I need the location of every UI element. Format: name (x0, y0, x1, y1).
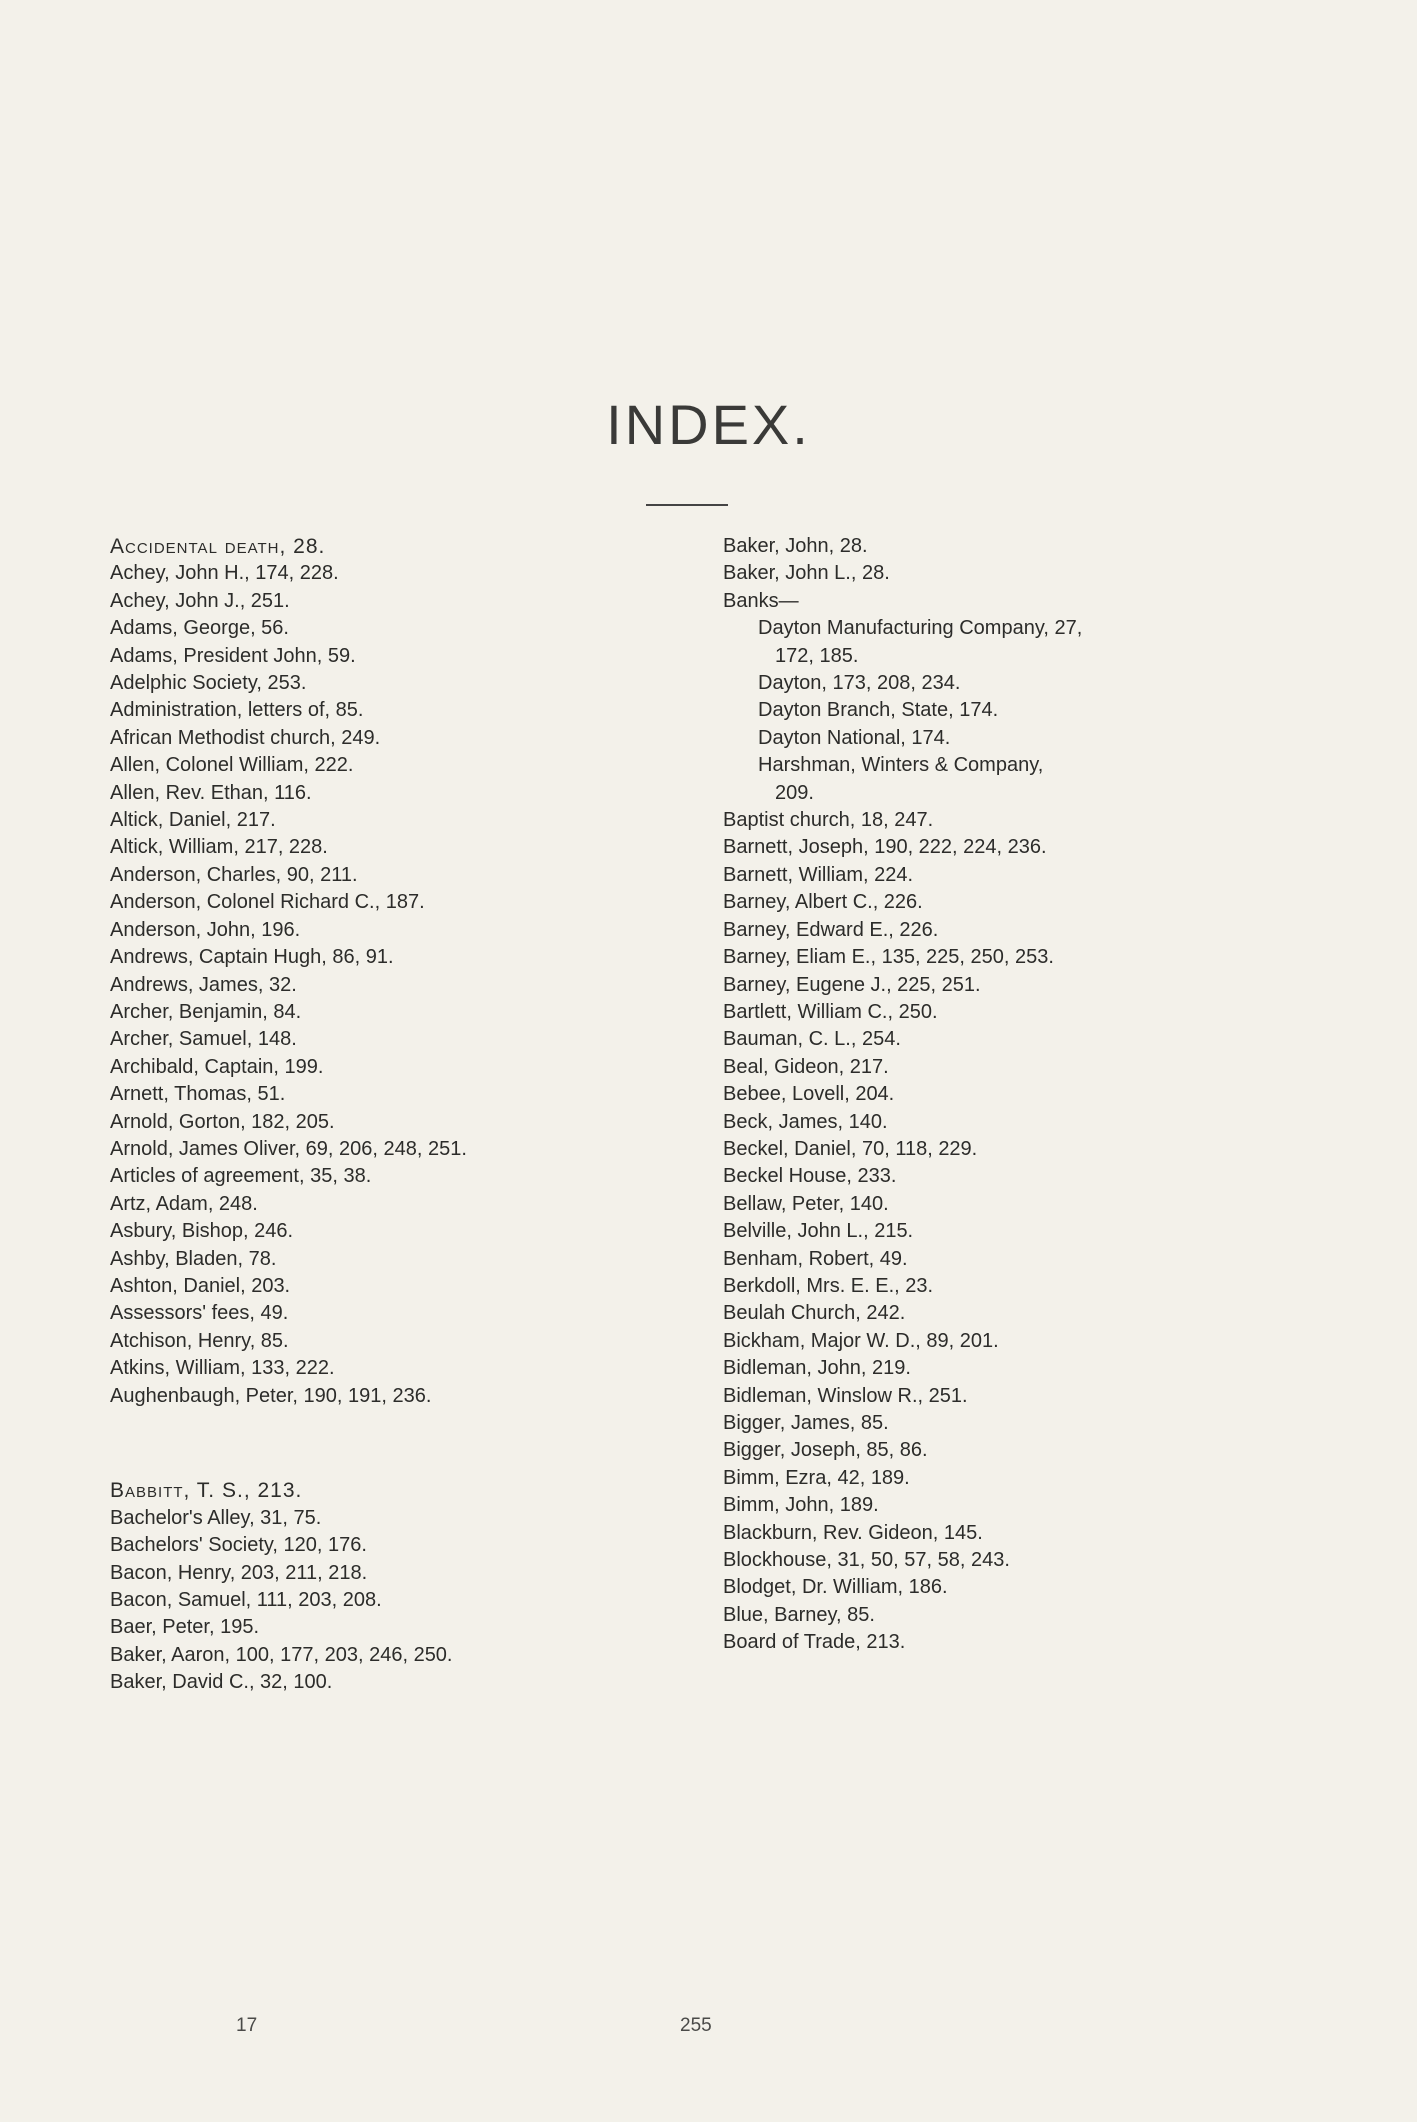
index-entry: Baker, Aaron, 100, 177, 203, 246, 250. (110, 1643, 453, 1666)
index-entry: Bimm, Ezra, 42, 189. (723, 1466, 910, 1489)
index-entry: Adams, President John, 59. (110, 644, 356, 667)
index-entry: Baptist church, 18, 247. (723, 809, 934, 832)
index-entry: Bigger, James, 85. (723, 1412, 889, 1434)
index-entry: Allen, Colonel William, 222. (110, 754, 354, 777)
index-entry: Barney, Eugene J., 225, 251. (723, 973, 981, 996)
index-entry: Baker, John L., 28. (723, 562, 890, 585)
page-title: INDEX. (606, 393, 811, 456)
index-entry: Allen, Rev. Ethan, 116. (110, 781, 312, 804)
index-entry: Ashby, Bladen, 78. (110, 1247, 277, 1270)
index-entry: Beck, James, 140. (723, 1110, 888, 1133)
index-entry: Blodget, Dr. William, 186. (723, 1576, 948, 1599)
title-rule (646, 504, 728, 506)
index-entry: Bachelor's Alley, 31, 75. (110, 1506, 322, 1529)
index-entry: Baer, Peter, 195. (110, 1616, 259, 1639)
index-entry: Artz, Adam, 248. (110, 1192, 258, 1215)
index-entry: Andrews, James, 32. (110, 973, 297, 996)
index-entry: Blue, Barney, 85. (723, 1603, 875, 1626)
index-entry: Dayton National, 174. (758, 726, 951, 749)
index-entry: Articles of agreement, 35, 38. (110, 1165, 372, 1188)
index-entry: Archer, Benjamin, 84. (110, 1000, 302, 1023)
index-entry: Altick, Daniel, 217. (110, 809, 276, 832)
index-entry: Beulah Church, 242. (723, 1302, 906, 1325)
index-entry: African Methodist church, 249. (110, 726, 381, 749)
index-column-left (110, 533, 670, 1697)
index-entry: Achey, John H., 174, 228. (110, 562, 339, 585)
index-entry: Bellaw, Peter, 140. (723, 1192, 889, 1215)
index-column-right (723, 533, 1323, 1657)
index-entry: Bebee, Lovell, 204. (723, 1083, 895, 1106)
index-entry: Bigger, Joseph, 85, 86. (723, 1439, 928, 1462)
index-entry: Banks— (723, 589, 799, 612)
index-entry: Anderson, John, 196. (110, 918, 301, 941)
index-entry: Barney, Albert C., 226. (723, 891, 923, 914)
index-entry: Asbury, Bishop, 246. (110, 1220, 294, 1243)
index-entry: Dayton Branch, State, 174. (758, 699, 999, 722)
index-entry: Administration, letters of, 85. (110, 699, 364, 722)
index-entry: Barnett, William, 224. (723, 863, 914, 886)
index-entry: Adams, George, 56. (110, 617, 289, 640)
index-entry: Babbitt, T. S., 213. (110, 1479, 303, 1503)
index-entry: Board of Trade, 213. (723, 1631, 906, 1654)
index-entry: 209. (775, 781, 814, 804)
index-entry: Atkins, William, 133, 222. (110, 1357, 335, 1380)
index-entry: Anderson, Colonel Richard C., 187. (110, 891, 425, 914)
index-entry: Bacon, Samuel, 111, 203, 208. (110, 1589, 382, 1612)
index-entry: Belville, John L., 215. (723, 1220, 914, 1243)
index-entry: Benham, Robert, 49. (723, 1247, 908, 1270)
index-entry: Archibald, Captain, 199. (110, 1055, 324, 1078)
index-entry: Bickham, Major W. D., 89, 201. (723, 1329, 999, 1352)
index-entry: Harshman, Winters & Company, (758, 754, 1044, 777)
index-entry: Anderson, Charles, 90, 211. (110, 863, 358, 886)
index-entry: Atchison, Henry, 85. (110, 1329, 289, 1352)
index-entry: Barnett, Joseph, 190, 222, 224, 236. (723, 836, 1047, 859)
index-entry: Bartlett, William C., 250. (723, 1000, 938, 1023)
signature-mark: 17 (236, 2015, 258, 2036)
index-entry: Beckel House, 233. (723, 1165, 897, 1188)
index-entry: 172, 185. (775, 644, 859, 667)
index-entry: Arnold, James Oliver, 69, 206, 248, 251. (110, 1137, 467, 1160)
index-entry: Baker, John, 28. (723, 535, 868, 557)
index-entry: Arnold, Gorton, 182, 205. (110, 1110, 335, 1133)
index-entry: Beal, Gideon, 217. (723, 1055, 889, 1078)
page-number: 255 (680, 2015, 712, 2036)
index-entry: Aughenbaugh, Peter, 190, 191, 236. (110, 1384, 432, 1407)
index-entry: Beckel, Daniel, 70, 118, 229. (723, 1137, 978, 1160)
index-entry: Adelphic Society, 253. (110, 672, 307, 695)
index-entry: Bacon, Henry, 203, 211, 218. (110, 1561, 368, 1584)
index-entry: Bimm, John, 189. (723, 1494, 879, 1517)
index-entry: Blackburn, Rev. Gideon, 145. (723, 1521, 983, 1544)
index-entry: Bauman, C. L., 254. (723, 1028, 901, 1051)
index-entry: Ashton, Daniel, 203. (110, 1274, 291, 1297)
index-entry: Dayton Manufacturing Company, 27, (758, 617, 1083, 640)
index-entry: Bachelors' Society, 120, 176. (110, 1534, 367, 1557)
index-entry: Accidental death, 28. (110, 535, 326, 558)
index-entry: Andrews, Captain Hugh, 86, 91. (110, 946, 394, 969)
index-entry: Bidleman, Winslow R., 251. (723, 1384, 968, 1407)
index-entry: Berkdoll, Mrs. E. E., 23. (723, 1274, 934, 1297)
index-entry: Bidleman, John, 219. (723, 1357, 911, 1380)
index-entry: Baker, David C., 32, 100. (110, 1671, 333, 1694)
index-entry: Altick, William, 217, 228. (110, 836, 328, 859)
index-entry: Dayton, 173, 208, 234. (758, 672, 961, 695)
section-spacer (110, 1430, 670, 1457)
index-entry: Blockhouse, 31, 50, 57, 58, 243. (723, 1549, 1010, 1572)
index-entry: Barney, Eliam E., 135, 225, 250, 253. (723, 946, 1054, 969)
index-entry: Achey, John J., 251. (110, 589, 290, 612)
index-entry: Arnett, Thomas, 51. (110, 1083, 286, 1106)
index-entry: Barney, Edward E., 226. (723, 918, 939, 941)
index-entry: Archer, Samuel, 148. (110, 1028, 297, 1051)
index-entry: Assessors' fees, 49. (110, 1302, 289, 1325)
